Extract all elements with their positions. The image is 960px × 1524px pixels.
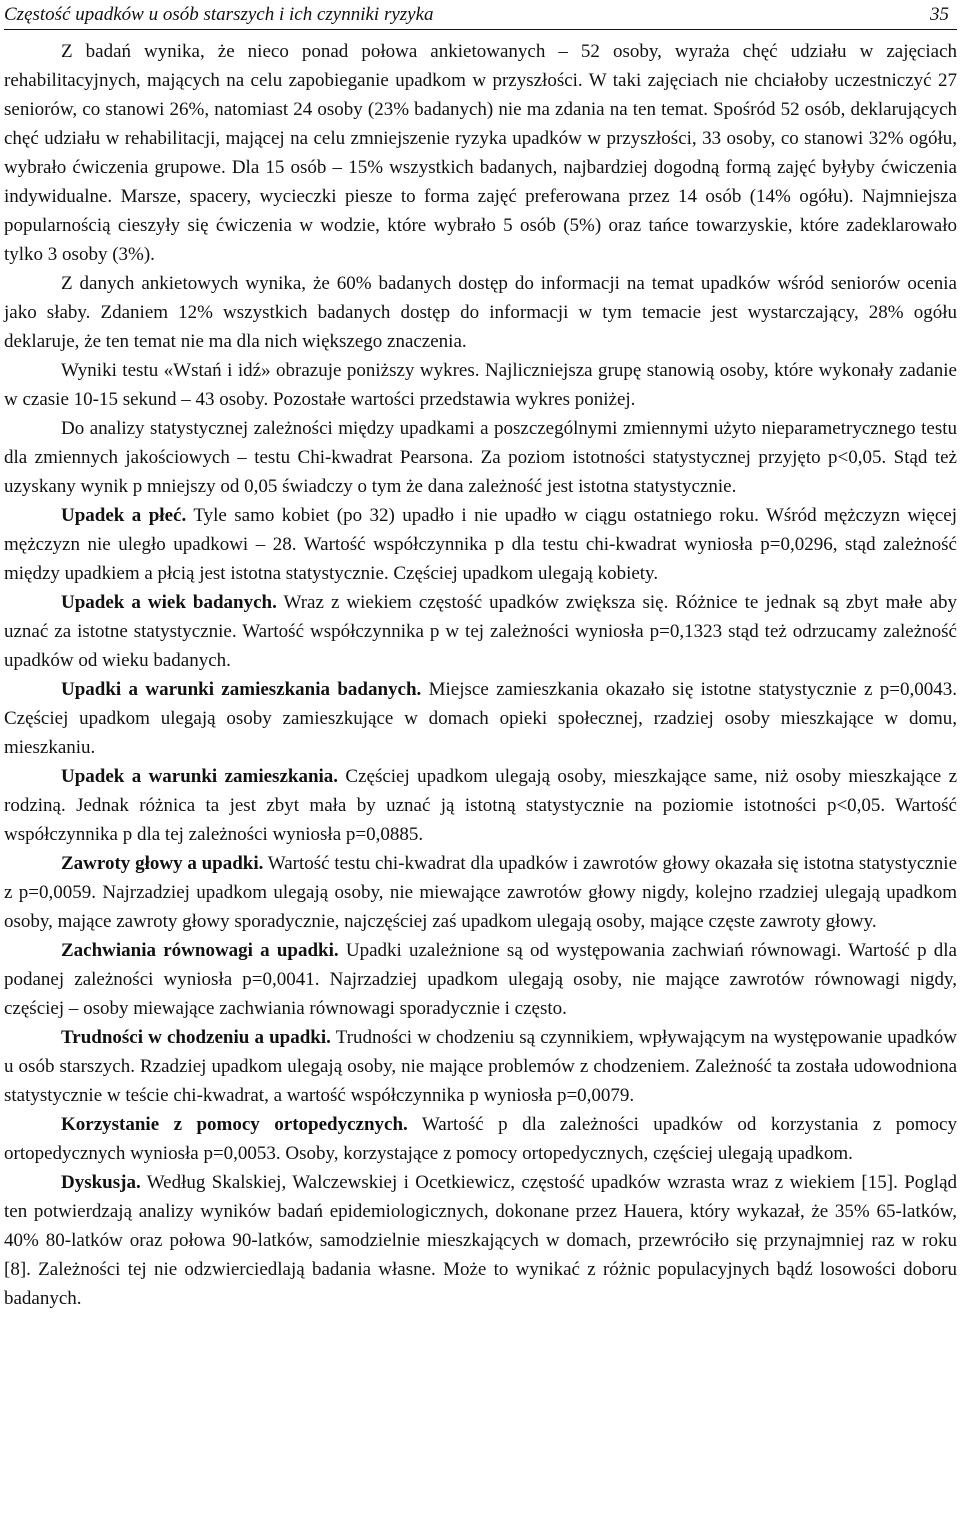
paragraph-lead: Dyskusja. [61, 1172, 141, 1193]
body-text [4, 37, 957, 1313]
paragraph-text: Upadki uzależnione są od występowania zachwiań równowagi. Wartość p dla podanej zależności wyniosła p=0,0041. Najrzadziej upadkom ulegają osoby, nie mające zawrotów równowagi nigdy, częściej – osoby miewające zachwiania równowagi sporadycznie i często. [4, 940, 957, 1019]
paragraph-text: Z danych ankietowych wynika, że 60% badanych dostęp do informacji na temat upadków wśród seniorów ocenia jako słaby. Zdaniem 12% wszystkich badanych dostęp do informacji w tym temacie jest wystarczający, 28% ogółu deklaruje, że ten temat nie ma dla nich większego znaczenia. [4, 273, 957, 352]
running-title: Częstość upadków u osób starszych i ich czynniki ryzyka [4, 4, 434, 25]
paragraph-dizziness-and-falls [4, 849, 957, 936]
paragraph-balance-and-falls [4, 936, 957, 1023]
paragraph-text: Częściej upadkom ulegają osoby, mieszkające same, niż osoby mieszkające z rodziną. Jednak różnica ta jest zbyt mała by uznać ją istotną statystycznie na poziomie istotności p<0,05. Wartość współczynnika p dla tej zależności wyniosła p=0,0885. [4, 766, 957, 845]
paragraph-lead: Upadek a wiek badanych. [61, 592, 277, 613]
paragraph-text: Wartość p dla zależności upadków od korzystania z pomocy ortopedycznych wyniosła p=0,0053. Osoby, korzystające z pomocy ortopedycznych, częściej ulegają upadkom. [4, 1114, 957, 1164]
paragraph-text: Trudności w chodzeniu są czynnikiem, wpływającym na występowanie upadków u osób starszych. Rzadziej upadkom ulegają osoby, nie mające problemów z chodzeniem. Zależność ta została udowodniona statystycznie w teście chi-kwadrat, a wartość współczynnika p wyniosła p=0,0079. [4, 1027, 957, 1106]
paragraph-falls-and-residence [4, 675, 957, 762]
paragraph-text: Wraz z wiekiem częstość upadków zwiększa się. Różnice te jednak są zbyt małe aby uznać za istotne statystycznie. Wartość współczynnika p w tej zależności wyniosła p=0,1323 stąd też odrzucamy zależność upadków od wieku badanych. [4, 592, 957, 671]
paragraph-fall-and-sex [4, 501, 957, 588]
paragraph-orthopedic-aids [4, 1110, 957, 1168]
paragraph-lead: Zawroty głowy a upadki. [61, 853, 264, 874]
paragraph-lead: Trudności w chodzeniu a upadki. [61, 1027, 331, 1048]
paragraph-fall-and-living-conditions [4, 762, 957, 849]
running-header [4, 0, 957, 30]
paragraph-text: Wyniki testu «Wstań i idź» obrazuje poniższy wykres. Najliczniejsza grupę stanowią osoby, które wykonały zadanie w czasie 10-15 sekund – 43 osoby. Pozostałe wartości przedstawia wykres poniżej. [4, 360, 957, 410]
paragraph-discussion [4, 1168, 957, 1313]
paragraph-lead: Upadki a warunki zamieszkania badanych. [61, 679, 422, 700]
page-number: 35 [930, 4, 949, 25]
paragraph-text: Z badań wynika, że nieco ponad połowa ankietowanych – 52 osoby, wyraża chęć udziału w zajęciach rehabilitacyjnych, mających na celu zapobieganie upadkom w przyszłości. W taki zajęciach nie chciałoby uczestniczyć 27 seniorów, co stanowi 26%, natomiast 24 osoby (23% badanych) nie ma zdania na ten temat. Spośród 52 osób, deklarujących chęć udziału w rehabilitacji, mającej na celu zmniejszenie ryzyka upadków w przyszłości, 33 osoby, co stanowi 32% ogółu, wybrało ćwiczenia grupowe. Dla 15 osób – 15% wszystkich badanych, najbardziej dogodną formą zajęć byłyby ćwiczenia indywidualne. Marsze, spacery, wycieczki piesze to forma zajęć preferowana przez 14 osób (14% ogółu). Najmniejsza popularnością cieszyły się ćwiczenia w wodzie, które wybrało 5 osób (5%) oraz tańce towarzyskie, które zadeklarowało tylko 3 osoby (3%). [4, 41, 957, 265]
paragraph-get-up-and-go-test [4, 356, 957, 414]
paragraph-lead: Upadek a warunki zamieszkania. [61, 766, 339, 787]
paragraph-statistical-method [4, 414, 957, 501]
paragraph-text: Do analizy statystycznej zależności między upadkami a poszczególnymi zmiennymi użyto nieparametrycznego testu dla zmiennych jakościowych – testu Chi-kwadrat Pearsona. Za poziom istotności statystycznej przyjęto p<0,05. Stąd też uzyskany wynik p mniejszy od 0,05 świadczy o tym że dana zależność jest istotna statystycznie. [4, 418, 957, 497]
paragraph-fall-and-age [4, 588, 957, 675]
paragraph-walking-and-falls [4, 1023, 957, 1110]
paragraph-text: Miejsce zamieszkania okazało się istotne statystycznie z p=0,0043. Częściej upadkom ulegają osoby zamieszkujące w domach opieki społecznej, rzadziej osoby mieszkające w domu, mieszkaniu. [4, 679, 957, 758]
paragraph-lead: Zachwiania równowagi a upadki. [61, 940, 339, 961]
paragraph-lead: Korzystanie z pomocy ortopedycznych. [61, 1114, 408, 1135]
paragraph-rehabilitation-interest [4, 37, 957, 269]
paragraph-information-access [4, 269, 957, 356]
paragraph-text: Według Skalskiej, Walczewskiej i Ocetkiewicz, częstość upadków wzrasta wraz z wiekiem [15]. Pogląd ten potwierdzają analizy wyników badań epidemiologicznych, dokonane przez Hauera, który wykazał, że 35% 65-latków, 40% 80-latków oraz połowa 90-latków, samodzielnie mieszkających w domach, przewróciło się przynajmniej raz w roku [8]. Zależności tej nie odzwierciedlają badania własne. Może to wynikać z różnic populacyjnych bądź losowości doboru badanych. [4, 1172, 957, 1309]
paragraph-text: Wartość testu chi-kwadrat dla upadków i zawrotów głowy okazała się istotna statystycznie z p=0,0059. Najrzadziej upadkom ulegają osoby, nie miewające zawrotów głowy nigdy, kolejno rzadziej ulegają upadkom osoby, mające zawroty głowy sporadycznie, najczęściej zaś upadkom ulegają osoby, mające częste zawroty głowy. [4, 853, 958, 932]
paragraph-text: Tyle samo kobiet (po 32) upadło i nie upadło w ciągu ostatniego roku. Wśród mężczyzn więcej mężczyzn nie uległo upadkowi – 28. Wartość współczynnika p dla testu chi-kwadrat wyniosła p=0,0296, stąd zależność między upadkiem a płcią jest istotna statystycznie. Częściej upadkom ulegają kobiety. [4, 505, 958, 584]
paragraph-lead: Upadek a płeć. [61, 505, 187, 526]
